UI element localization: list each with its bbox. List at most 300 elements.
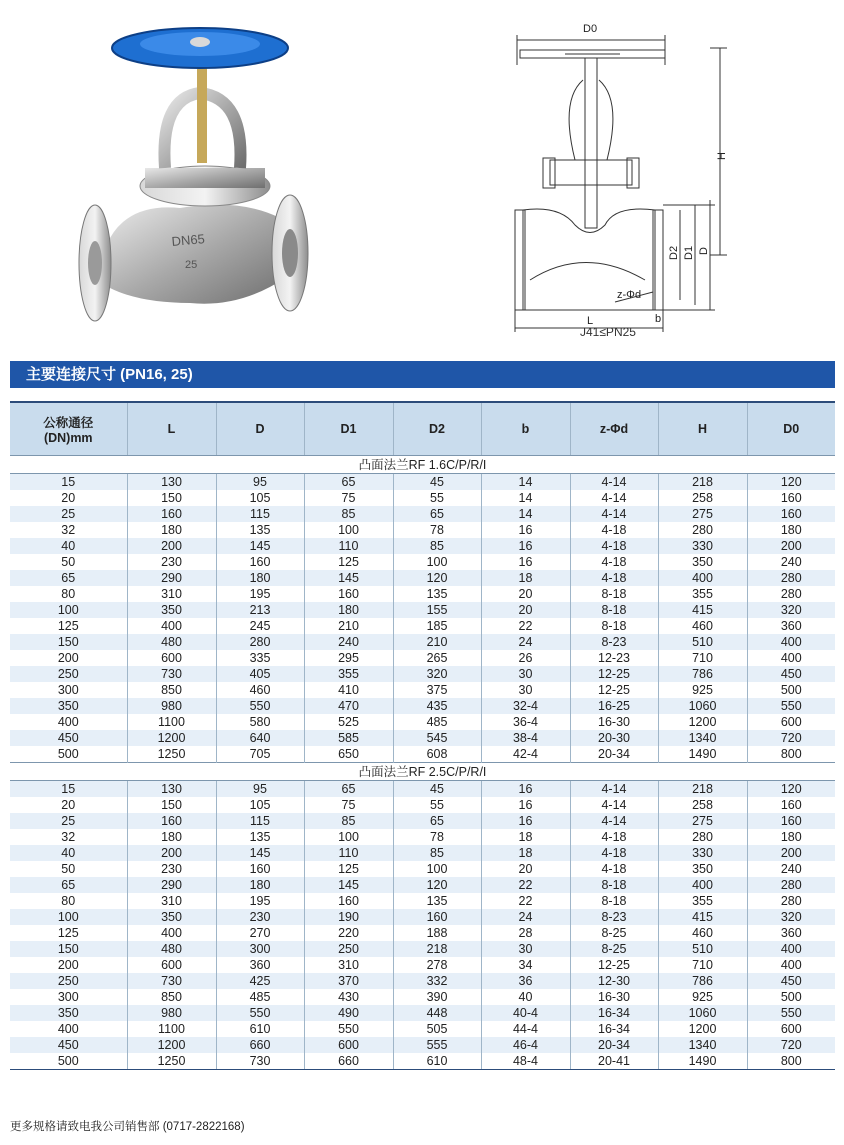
valve-technical-drawing <box>505 10 745 340</box>
table-row <box>10 909 835 925</box>
table-cell: 8-25 <box>570 941 658 957</box>
table-cell: 1060 <box>658 698 747 714</box>
table-cell: 65 <box>304 781 393 798</box>
table-row <box>10 893 835 909</box>
table-cell: 660 <box>304 1053 393 1070</box>
table-cell: 65 <box>393 506 481 522</box>
table-cell: 550 <box>304 1021 393 1037</box>
table-cell: 425 <box>216 973 304 989</box>
table-cell: 350 <box>127 602 216 618</box>
table-cell: 240 <box>747 554 835 570</box>
table-cell: 30 <box>481 682 570 698</box>
table-cell: 360 <box>216 957 304 973</box>
table-cell: 180 <box>216 570 304 586</box>
table-cell: 275 <box>658 813 747 829</box>
table-cell: 400 <box>57 715 79 729</box>
table-cell: 280 <box>658 829 747 845</box>
table-cell: 50 <box>61 555 76 569</box>
column-header: D1 <box>304 402 393 456</box>
table-cell: 15 <box>10 781 127 798</box>
table-cell: 460 <box>216 682 304 698</box>
table-cell: 450 <box>10 1037 127 1053</box>
table-cell: 125 <box>304 861 393 877</box>
table-row <box>10 1021 835 1037</box>
table-row <box>10 554 835 570</box>
table-row <box>10 877 835 893</box>
table-cell: 460 <box>658 925 747 941</box>
table-cell: 500 <box>10 1053 127 1070</box>
table-cell: 16-34 <box>570 1005 658 1021</box>
table-cell: 32 <box>61 523 76 537</box>
table-cell: 1200 <box>658 714 747 730</box>
table-cell: 415 <box>658 602 747 618</box>
table-cell: 36-4 <box>481 714 570 730</box>
table-cell: 16-30 <box>570 714 658 730</box>
table-cell: 8-18 <box>570 586 658 602</box>
table-cell: 355 <box>658 586 747 602</box>
table-cell: 20 <box>481 861 570 877</box>
table-cell: 332 <box>393 973 481 989</box>
table-cell: 115 <box>216 813 304 829</box>
table-cell: 300 <box>57 683 79 697</box>
table-cell: 280 <box>216 634 304 650</box>
table-cell: 410 <box>304 682 393 698</box>
table-cell: 4-14 <box>570 813 658 829</box>
table-row <box>10 634 835 650</box>
table-cell: 100 <box>10 909 127 925</box>
table-cell: 350 <box>658 554 747 570</box>
table-cell: 100 <box>393 861 481 877</box>
table-cell: 40 <box>481 989 570 1005</box>
table-cell: 400 <box>57 1022 79 1036</box>
table-cell: 600 <box>304 1037 393 1053</box>
table-cell: 390 <box>393 989 481 1005</box>
table-cell: 160 <box>747 490 835 506</box>
table-cell: 4-18 <box>570 570 658 586</box>
table-cell: 115 <box>216 506 304 522</box>
table-cell: 8-23 <box>570 634 658 650</box>
table-row <box>10 941 835 957</box>
table-cell: 250 <box>10 666 127 682</box>
table-cell: 85 <box>304 813 393 829</box>
table-cell: 786 <box>658 973 747 989</box>
table-cell: 95 <box>216 474 304 491</box>
table-header-row <box>10 402 835 456</box>
table-cell: 24 <box>481 634 570 650</box>
table-cell: 925 <box>658 682 747 698</box>
table-cell: 100 <box>304 522 393 538</box>
table-cell: 30 <box>481 941 570 957</box>
table-cell: 145 <box>216 845 304 861</box>
table-row <box>10 698 835 714</box>
table-row <box>10 650 835 666</box>
table-cell: 200 <box>127 845 216 861</box>
table-cell: 100 <box>304 829 393 845</box>
label-d0: D0 <box>583 23 598 35</box>
table-cell: 100 <box>10 602 127 618</box>
table-cell: 125 <box>304 554 393 570</box>
table-cell: 400 <box>747 650 835 666</box>
group-title: 凸面法兰RF 1.6C/P/R/I <box>10 456 835 474</box>
table-cell: 20 <box>481 586 570 602</box>
table-cell: 125 <box>57 926 79 940</box>
table-cell: 40 <box>10 845 127 861</box>
group-title: 凸面法兰RF 2.5C/P/R/I <box>10 763 835 781</box>
table-cell: 8-18 <box>570 893 658 909</box>
table-cell: 150 <box>127 797 216 813</box>
table-cell: 330 <box>658 845 747 861</box>
table-row <box>10 682 835 698</box>
table-cell: 4-18 <box>570 554 658 570</box>
table-cell: 105 <box>216 797 304 813</box>
table-cell: 400 <box>127 618 216 634</box>
table-row <box>10 845 835 861</box>
table-row <box>10 1005 835 1021</box>
table-cell: 145 <box>304 570 393 586</box>
table-cell: 280 <box>747 877 835 893</box>
table-cell: 1100 <box>127 1021 216 1037</box>
table-cell: 250 <box>304 941 393 957</box>
table-cell: 710 <box>658 957 747 973</box>
table-cell: 415 <box>658 909 747 925</box>
table-cell: 350 <box>127 909 216 925</box>
table-cell: 180 <box>747 522 835 538</box>
table-cell: 550 <box>216 1005 304 1021</box>
table-cell: 545 <box>393 730 481 746</box>
table-cell: 1250 <box>127 746 216 763</box>
footer-note: 更多规格请致电我公司销售部 (0717-2822168) <box>10 1121 245 1133</box>
table-cell: 200 <box>57 958 79 972</box>
table-cell: 505 <box>393 1021 481 1037</box>
table-cell: 55 <box>393 490 481 506</box>
table-cell: 15 <box>10 474 127 491</box>
table-cell: 22 <box>481 618 570 634</box>
table-cell: 65 <box>10 570 127 586</box>
table-cell: 120 <box>747 781 835 798</box>
table-cell: 20 <box>61 798 76 812</box>
table-cell: 180 <box>747 829 835 845</box>
table-cell: 65 <box>10 877 127 893</box>
table-cell: 8-25 <box>570 925 658 941</box>
table-cell: 16-34 <box>570 1021 658 1037</box>
valve-photo <box>70 18 320 338</box>
table-cell: 600 <box>127 650 216 666</box>
label-d2: D2 <box>668 245 680 260</box>
table-cell: 20-30 <box>570 730 658 746</box>
table-cell: 75 <box>304 797 393 813</box>
table-cell: 4-18 <box>570 829 658 845</box>
table-cell: 1200 <box>127 1037 216 1053</box>
table-cell: 135 <box>393 586 481 602</box>
table-cell: 180 <box>216 877 304 893</box>
table-cell: 350 <box>10 698 127 714</box>
table-row <box>10 746 835 763</box>
table-cell: 290 <box>127 570 216 586</box>
table-cell: 200 <box>747 538 835 554</box>
table-row <box>10 618 835 634</box>
table-row <box>10 989 835 1005</box>
table-cell: 16 <box>481 797 570 813</box>
table-cell: 550 <box>747 1005 835 1021</box>
table-cell: 600 <box>127 957 216 973</box>
table-cell: 12-25 <box>570 682 658 698</box>
table-cell: 4-14 <box>570 797 658 813</box>
table-cell: 48-4 <box>481 1053 570 1070</box>
table-cell: 550 <box>216 698 304 714</box>
table-cell: 18 <box>481 570 570 586</box>
table-cell: 4-18 <box>570 845 658 861</box>
table-cell: 12-23 <box>570 650 658 666</box>
table-cell: 18 <box>481 829 570 845</box>
table-cell: 130 <box>127 781 216 798</box>
table-cell: 400 <box>127 925 216 941</box>
table-cell: 4-14 <box>570 490 658 506</box>
table-cell: 555 <box>393 1037 481 1053</box>
table-row <box>10 490 835 506</box>
table-cell: 20 <box>481 602 570 618</box>
table-cell: 45 <box>393 474 481 491</box>
table-cell: 460 <box>658 618 747 634</box>
table-cell: 485 <box>393 714 481 730</box>
table-cell: 80 <box>61 587 76 601</box>
table-cell: 8-18 <box>570 618 658 634</box>
table-row <box>10 1037 835 1053</box>
table-row <box>10 538 835 554</box>
table-cell: 78 <box>393 522 481 538</box>
table-cell: 155 <box>393 602 481 618</box>
table-cell: 85 <box>304 506 393 522</box>
label-d1: D1 <box>683 245 695 260</box>
table-cell: 110 <box>304 845 393 861</box>
table-cell: 608 <box>393 746 481 763</box>
table-cell: 218 <box>658 781 747 798</box>
table-cell: 42-4 <box>481 746 570 763</box>
table-cell: 448 <box>393 1005 481 1021</box>
table-cell: 500 <box>747 682 835 698</box>
table-row <box>10 973 835 989</box>
table-cell: 12-25 <box>570 957 658 973</box>
table-cell: 250 <box>10 973 127 989</box>
table-cell: 20-34 <box>570 1037 658 1053</box>
table-cell: 20-41 <box>570 1053 658 1070</box>
table-cell: 180 <box>127 829 216 845</box>
table-cell: 55 <box>393 797 481 813</box>
table-cell: 980 <box>127 698 216 714</box>
table-cell: 25 <box>10 813 127 829</box>
table-cell: 14 <box>481 490 570 506</box>
table-cell: 320 <box>747 602 835 618</box>
table-cell: 275 <box>658 506 747 522</box>
table-row <box>10 474 835 491</box>
table-cell: 12-30 <box>570 973 658 989</box>
label-d: D <box>698 247 710 255</box>
table-cell: 150 <box>10 941 127 957</box>
table-cell: 280 <box>658 522 747 538</box>
table-cell: 310 <box>127 893 216 909</box>
table-cell: 280 <box>747 570 835 586</box>
column-header: D0 <box>747 402 835 456</box>
table-cell: 258 <box>658 490 747 506</box>
table-cell: 18 <box>481 845 570 861</box>
table-cell: 490 <box>304 1005 393 1021</box>
table-cell: 485 <box>216 989 304 1005</box>
table-cell: 350 <box>10 1005 127 1021</box>
table-cell: 400 <box>747 941 835 957</box>
table-cell: 450 <box>747 973 835 989</box>
table-cell: 400 <box>658 570 747 586</box>
table-cell: 1250 <box>127 1053 216 1070</box>
table-cell: 400 <box>658 877 747 893</box>
table-cell: 200 <box>57 651 79 665</box>
table-cell: 650 <box>304 746 393 763</box>
table-row <box>10 813 835 829</box>
table-cell: 470 <box>304 698 393 714</box>
table-cell: 430 <box>304 989 393 1005</box>
table-cell: 240 <box>747 861 835 877</box>
table-cell: 195 <box>216 586 304 602</box>
table-cell: 1340 <box>658 1037 747 1053</box>
table-cell: 150 <box>10 634 127 650</box>
table-cell: 145 <box>304 877 393 893</box>
table-cell: 4-18 <box>570 522 658 538</box>
table-cell: 100 <box>393 554 481 570</box>
table-row <box>10 829 835 845</box>
table-cell: 355 <box>658 893 747 909</box>
table-cell: 1200 <box>658 1021 747 1037</box>
section-title: 主要连接尺寸 (PN16, 25) <box>10 361 835 388</box>
table-cell: 120 <box>747 474 835 491</box>
table-cell: 188 <box>393 925 481 941</box>
table-cell: 730 <box>127 973 216 989</box>
table-cell: 12-25 <box>570 666 658 682</box>
table-cell: 14 <box>481 506 570 522</box>
table-cell: 800 <box>747 746 835 763</box>
table-cell: 50 <box>61 862 76 876</box>
table-cell: 290 <box>127 877 216 893</box>
table-cell: 370 <box>304 973 393 989</box>
table-row <box>10 714 835 730</box>
table-cell: 46-4 <box>481 1037 570 1053</box>
table-cell: 130 <box>127 474 216 491</box>
table-row <box>10 730 835 746</box>
table-cell: 78 <box>393 829 481 845</box>
table-row <box>10 586 835 602</box>
table-cell: 720 <box>747 1037 835 1053</box>
table-cell: 230 <box>127 861 216 877</box>
table-cell: 16 <box>481 538 570 554</box>
table-cell: 75 <box>304 490 393 506</box>
table-cell: 34 <box>481 957 570 973</box>
table-cell: 230 <box>127 554 216 570</box>
table-cell: 16 <box>481 554 570 570</box>
table-cell: 200 <box>127 538 216 554</box>
table-cell: 360 <box>747 925 835 941</box>
table-cell: 32-4 <box>481 698 570 714</box>
table-cell: 135 <box>393 893 481 909</box>
table-row <box>10 506 835 522</box>
table-cell: 160 <box>127 506 216 522</box>
table-cell: 85 <box>393 845 481 861</box>
table-cell: 20 <box>61 491 76 505</box>
group-header-row <box>10 763 835 781</box>
table-cell: 38-4 <box>481 730 570 746</box>
table-cell: 16 <box>481 522 570 538</box>
table-cell: 22 <box>481 893 570 909</box>
table-cell: 585 <box>304 730 393 746</box>
table-cell: 160 <box>216 554 304 570</box>
table-cell: 230 <box>216 909 304 925</box>
table-cell: 800 <box>747 1053 835 1070</box>
column-header: D2 <box>393 402 481 456</box>
table-cell: 180 <box>127 522 216 538</box>
column-header: L <box>127 402 216 456</box>
table-cell: 4-18 <box>570 538 658 554</box>
table-cell: 16-30 <box>570 989 658 1005</box>
table-cell: 295 <box>304 650 393 666</box>
table-cell: 65 <box>304 474 393 491</box>
casting-text-pn: 25 <box>185 259 198 271</box>
table-cell: 710 <box>658 650 747 666</box>
table-cell: 375 <box>393 682 481 698</box>
table-cell: 500 <box>57 747 79 761</box>
table-cell: 220 <box>304 925 393 941</box>
table-cell: 4-14 <box>570 781 658 798</box>
dimension-table <box>10 401 835 1070</box>
table-cell: 265 <box>393 650 481 666</box>
casting-text-dn: DN65 <box>170 231 206 249</box>
table-cell: 190 <box>304 909 393 925</box>
table-row <box>10 781 835 798</box>
drawing-caption: J41≤PN25 <box>580 325 636 339</box>
label-b: b <box>655 313 662 325</box>
table-cell: 20-34 <box>570 746 658 763</box>
table-cell: 1490 <box>658 746 747 763</box>
table-cell: 4-18 <box>570 861 658 877</box>
table-cell: 40-4 <box>481 1005 570 1021</box>
table-cell: 160 <box>304 893 393 909</box>
table-cell: 500 <box>747 989 835 1005</box>
table-cell: 145 <box>216 538 304 554</box>
table-cell: 640 <box>216 730 304 746</box>
table-cell: 160 <box>747 797 835 813</box>
table-cell: 195 <box>216 893 304 909</box>
table-cell: 335 <box>216 650 304 666</box>
label-h: H <box>716 152 728 160</box>
table-cell: 240 <box>304 634 393 650</box>
table-cell: 360 <box>747 618 835 634</box>
table-cell: 510 <box>658 941 747 957</box>
table-cell: 14 <box>481 474 570 491</box>
table-cell: 80 <box>61 894 76 908</box>
table-cell: 310 <box>304 957 393 973</box>
table-cell: 550 <box>747 698 835 714</box>
table-cell: 32 <box>61 830 76 844</box>
table-cell: 405 <box>216 666 304 682</box>
table-cell: 850 <box>127 682 216 698</box>
table-cell: 480 <box>127 634 216 650</box>
table-cell: 185 <box>393 618 481 634</box>
table-cell: 280 <box>747 586 835 602</box>
table-cell: 30 <box>481 666 570 682</box>
table-cell: 1340 <box>658 730 747 746</box>
table-cell: 210 <box>393 634 481 650</box>
table-cell: 355 <box>304 666 393 682</box>
table-cell: 300 <box>57 990 79 1004</box>
table-cell: 160 <box>747 813 835 829</box>
table-cell: 270 <box>216 925 304 941</box>
table-cell: 213 <box>216 602 304 618</box>
table-cell: 400 <box>747 634 835 650</box>
